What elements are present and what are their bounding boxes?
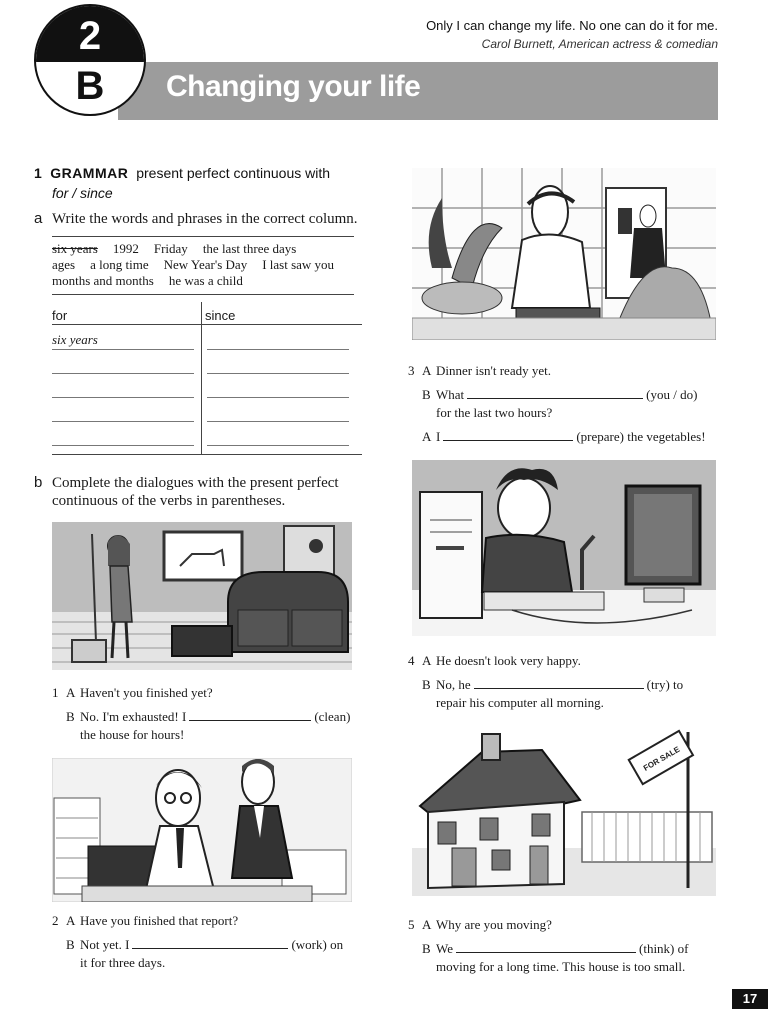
answer-blank[interactable] [456,942,636,953]
speaker-a: A [66,913,76,928]
answer-line[interactable] [207,421,349,422]
answer-blank[interactable] [467,388,643,399]
word-item: New Year's Day [163,257,248,272]
task-a-label: a [34,210,43,227]
table-row [52,426,362,446]
speaker-b: B [422,677,431,692]
word-item: a long time [90,257,149,272]
word-item: he was a child [168,273,243,288]
speaker-b: B [66,937,75,952]
speaker-a: A [422,363,432,378]
dialogue-line: I [436,429,441,444]
table-row [52,402,362,422]
word-item: 1992 [112,241,139,256]
section-subtopic: for / since [52,185,113,201]
speaker-a: A [66,685,76,700]
illustration-house [412,728,716,896]
word-line-2 [52,257,354,273]
column-header-for: for [52,308,68,323]
table-row [52,354,362,374]
dialogue-line: repair his computer all morning. [436,695,604,710]
answer-line[interactable] [207,445,349,446]
dialogue-line: moving for a long time. This house is too small. [436,959,686,974]
dialogue-number: 3 [408,363,415,378]
dialogue-line: Haven't you finished yet? [80,685,213,700]
dialogue-line: He doesn't look very happy. [436,653,581,668]
word-box [52,236,354,295]
dialogue-number: 4 [408,653,415,668]
table-row [52,330,362,350]
word-item: I last saw you [262,257,335,272]
answer-blank[interactable] [189,710,311,721]
dialogue-1 [52,684,362,744]
speaker-a: A [422,653,432,668]
table-row [52,378,362,398]
answer-line[interactable] [52,445,194,446]
word-item: ages [52,257,76,272]
verb-hint: (clean) [314,709,351,724]
task-b-instruction: Complete the dialogues with the present perfect continuous of the verbs in parentheses. [52,475,339,509]
illustration-kitchen [412,168,716,340]
for-sale-sign: FOR SALE [641,744,682,773]
dialogue-number: 1 [52,685,59,700]
word-line-1 [52,241,354,257]
dialogue-3 [408,362,728,446]
verb-hint: (prepare) the vegetables! [576,429,706,444]
answer-blank[interactable] [474,678,644,689]
dialogue-line: No. I'm exhausted! I [80,709,187,724]
dialogue-line: it for three days. [80,955,166,970]
dialogue-line: the house for hours! [80,727,185,742]
answer-line[interactable] [52,349,194,350]
illustration-report [52,758,352,902]
speaker-b: B [422,941,431,956]
dialogue-line: We [436,941,453,956]
task-b-label: b [34,474,43,491]
illustration-computer [412,460,716,636]
verb-hint: (work) on [291,937,344,952]
unit-number: 2 [78,14,102,58]
task-b [34,474,354,510]
word-item: months and months [52,273,154,288]
dialogue-line: Have you finished that report? [80,913,239,928]
dialogue-number: 2 [52,913,59,928]
unit-letter: B [75,64,105,108]
verb-hint: (think) of [639,941,689,956]
page-number: 17 [732,989,768,1009]
speaker-b: B [422,387,431,402]
answer-line[interactable] [52,373,194,374]
answer-line[interactable] [207,349,349,350]
section-number: 1 [34,165,43,181]
answer-line[interactable] [52,397,194,398]
task-a-instruction: Write the words and phrases in the correct column. [52,211,358,227]
speaker-a: A [422,917,432,932]
dialogue-line: What [436,387,465,402]
section-label: GRAMMAR [50,165,129,181]
dialogue-line: Why are you moving? [436,917,552,932]
unit-badge [34,4,146,116]
quote-author: Carol Burnett, American actress & comedian [481,37,718,51]
dialogue-5 [408,916,728,976]
dialogue-2 [52,912,362,972]
task-a [34,210,358,228]
word-item: six years [52,241,98,256]
for-since-table [52,302,362,455]
verb-hint: (you / do) [646,387,698,402]
speaker-b: B [66,709,75,724]
dialogue-number: 5 [408,917,415,932]
quote-text: Only I can change my life. No one can do it for me. [426,18,718,33]
dialogue-line: for the last two hours? [436,405,553,420]
answer-line[interactable] [52,421,194,422]
dialogue-line: Dinner isn't ready yet. [436,363,551,378]
word-item: Friday [153,241,188,256]
dialogue-line: Not yet. I [80,937,130,952]
word-line-3 [52,273,354,289]
speaker-a: A [422,429,432,444]
quote-block [426,18,718,51]
answer-line[interactable] [207,373,349,374]
word-item: the last three days [202,241,297,256]
answer-line[interactable] [207,397,349,398]
section-topic: present perfect continuous with [136,165,331,181]
dialogue-4 [408,652,728,712]
answer-blank[interactable] [443,430,573,441]
verb-hint: (try) to [646,677,684,692]
section-heading [34,165,330,181]
dialogue-line: No, he [436,677,471,692]
illustration-cleaning [52,522,352,670]
page-title: Changing your life [166,70,421,103]
column-header-since: since [205,308,236,323]
example-answer: six years [52,332,98,347]
answer-blank[interactable] [132,938,288,949]
